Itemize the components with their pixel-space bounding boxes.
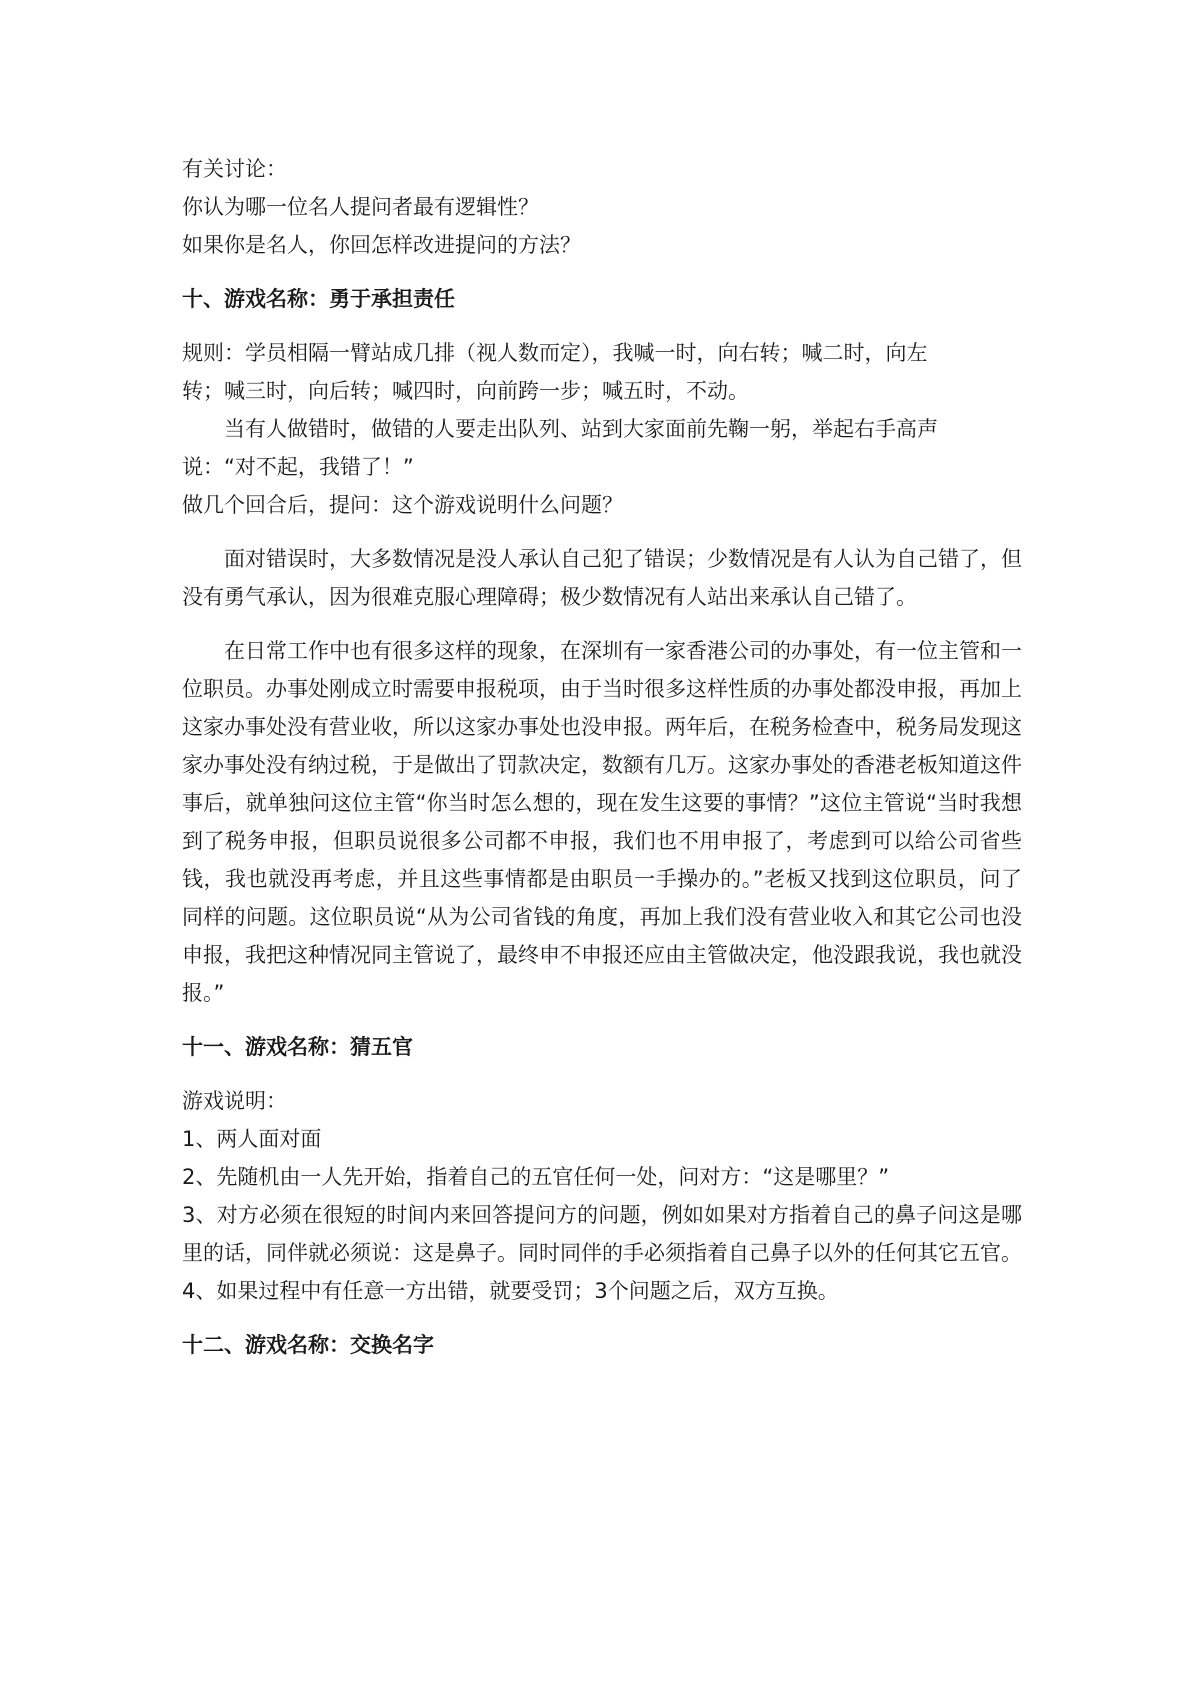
section-10-mistake-line-2: 说：“对不起，我错了！” (182, 455, 414, 479)
section-10-rules-line-1: 规则：学员相隔一臂站成几排（视人数而定），我喊一时，向右转；喊二时，向左 (182, 341, 928, 365)
discussion-label: 有关讨论： (182, 157, 287, 181)
section-11-step-2: 2、先随机由一人先开始，指着自己的五官任何一处，问对方：“这是哪里？” (182, 1165, 890, 1189)
section-10-heading: 十、游戏名称：勇于承担责任 (182, 287, 455, 311)
document-page (182, 150, 1022, 1364)
section-11-step-4: 4、如果过程中有任意一方出错，就要受罚；3个问题之后，双方互换。 (182, 1279, 839, 1303)
section-10-story-paragraph: 在日常工作中也有很多这样的现象，在深圳有一家香港公司的办事处，有一位主管和一位职员。办事处刚成立时需要申报税项，由于当时很多这样性质的办事处都没申报，再加上这家办事处没有营业收，所以这家办事处也没申报。两年后，在税务检查中，税务局发现这家办事处没有纳过税，于是做出了罚款决定，数额有几万。这家办事处的香港老板知道这件事后，就单独问这位主管“你当时怎么想的，现在发生这要的事情？”这位主管说“当时我想到了税务申报，但职员说很多公司都不申报，我们也不用申报了，考虑到可以给公司省些钱，我也就没再考虑，并且这些事情都是由职员一手操办的。”老板又找到这位职员，问了同样的问题。这位职员说“从为公司省钱的角度，再加上我们没有营业收入和其它公司也没申报，我把这种情况同主管说了，最终申不申报还应由主管做决定，他没跟我说，我也就没报。” (182, 639, 1022, 1005)
section-11-step-3: 3、对方必须在很短的时间内来回答提问方的问题，例如如果对方指着自己的鼻子问这是哪里的话，同伴就必须说：这是鼻子。同时同伴的手必须指着自己鼻子以外的任何其它五官。 (182, 1203, 1022, 1265)
section-10-question: 做几个回合后，提问：这个游戏说明什么问题？ (182, 493, 623, 517)
section-10-mistake-line-1: 当有人做错时，做错的人要走出队列、站到大家面前先鞠一躬，举起右手高声 (224, 417, 938, 441)
section-11-heading: 十一、游戏名称：猜五官 (182, 1035, 413, 1059)
section-11-label: 游戏说明： (182, 1089, 287, 1113)
section-11-step-1: 1、两人面对面 (182, 1127, 322, 1151)
section-10-analysis-paragraph: 面对错误时，大多数情况是没人承认自己犯了错误；少数情况是有人认为自己错了，但没有勇气承认，因为很难克服心理障碍；极少数情况有人站出来承认自己错了。 (182, 547, 1022, 609)
discussion-question-1: 你认为哪一位名人提问者最有逻辑性？ (182, 195, 539, 219)
section-10-rules-line-2: 转；喊三时，向后转；喊四时，向前跨一步；喊五时，不动。 (182, 379, 749, 403)
discussion-question-2: 如果你是名人，你回怎样改进提问的方法？ (182, 233, 581, 257)
section-12-heading: 十二、游戏名称：交换名字 (182, 1333, 434, 1357)
